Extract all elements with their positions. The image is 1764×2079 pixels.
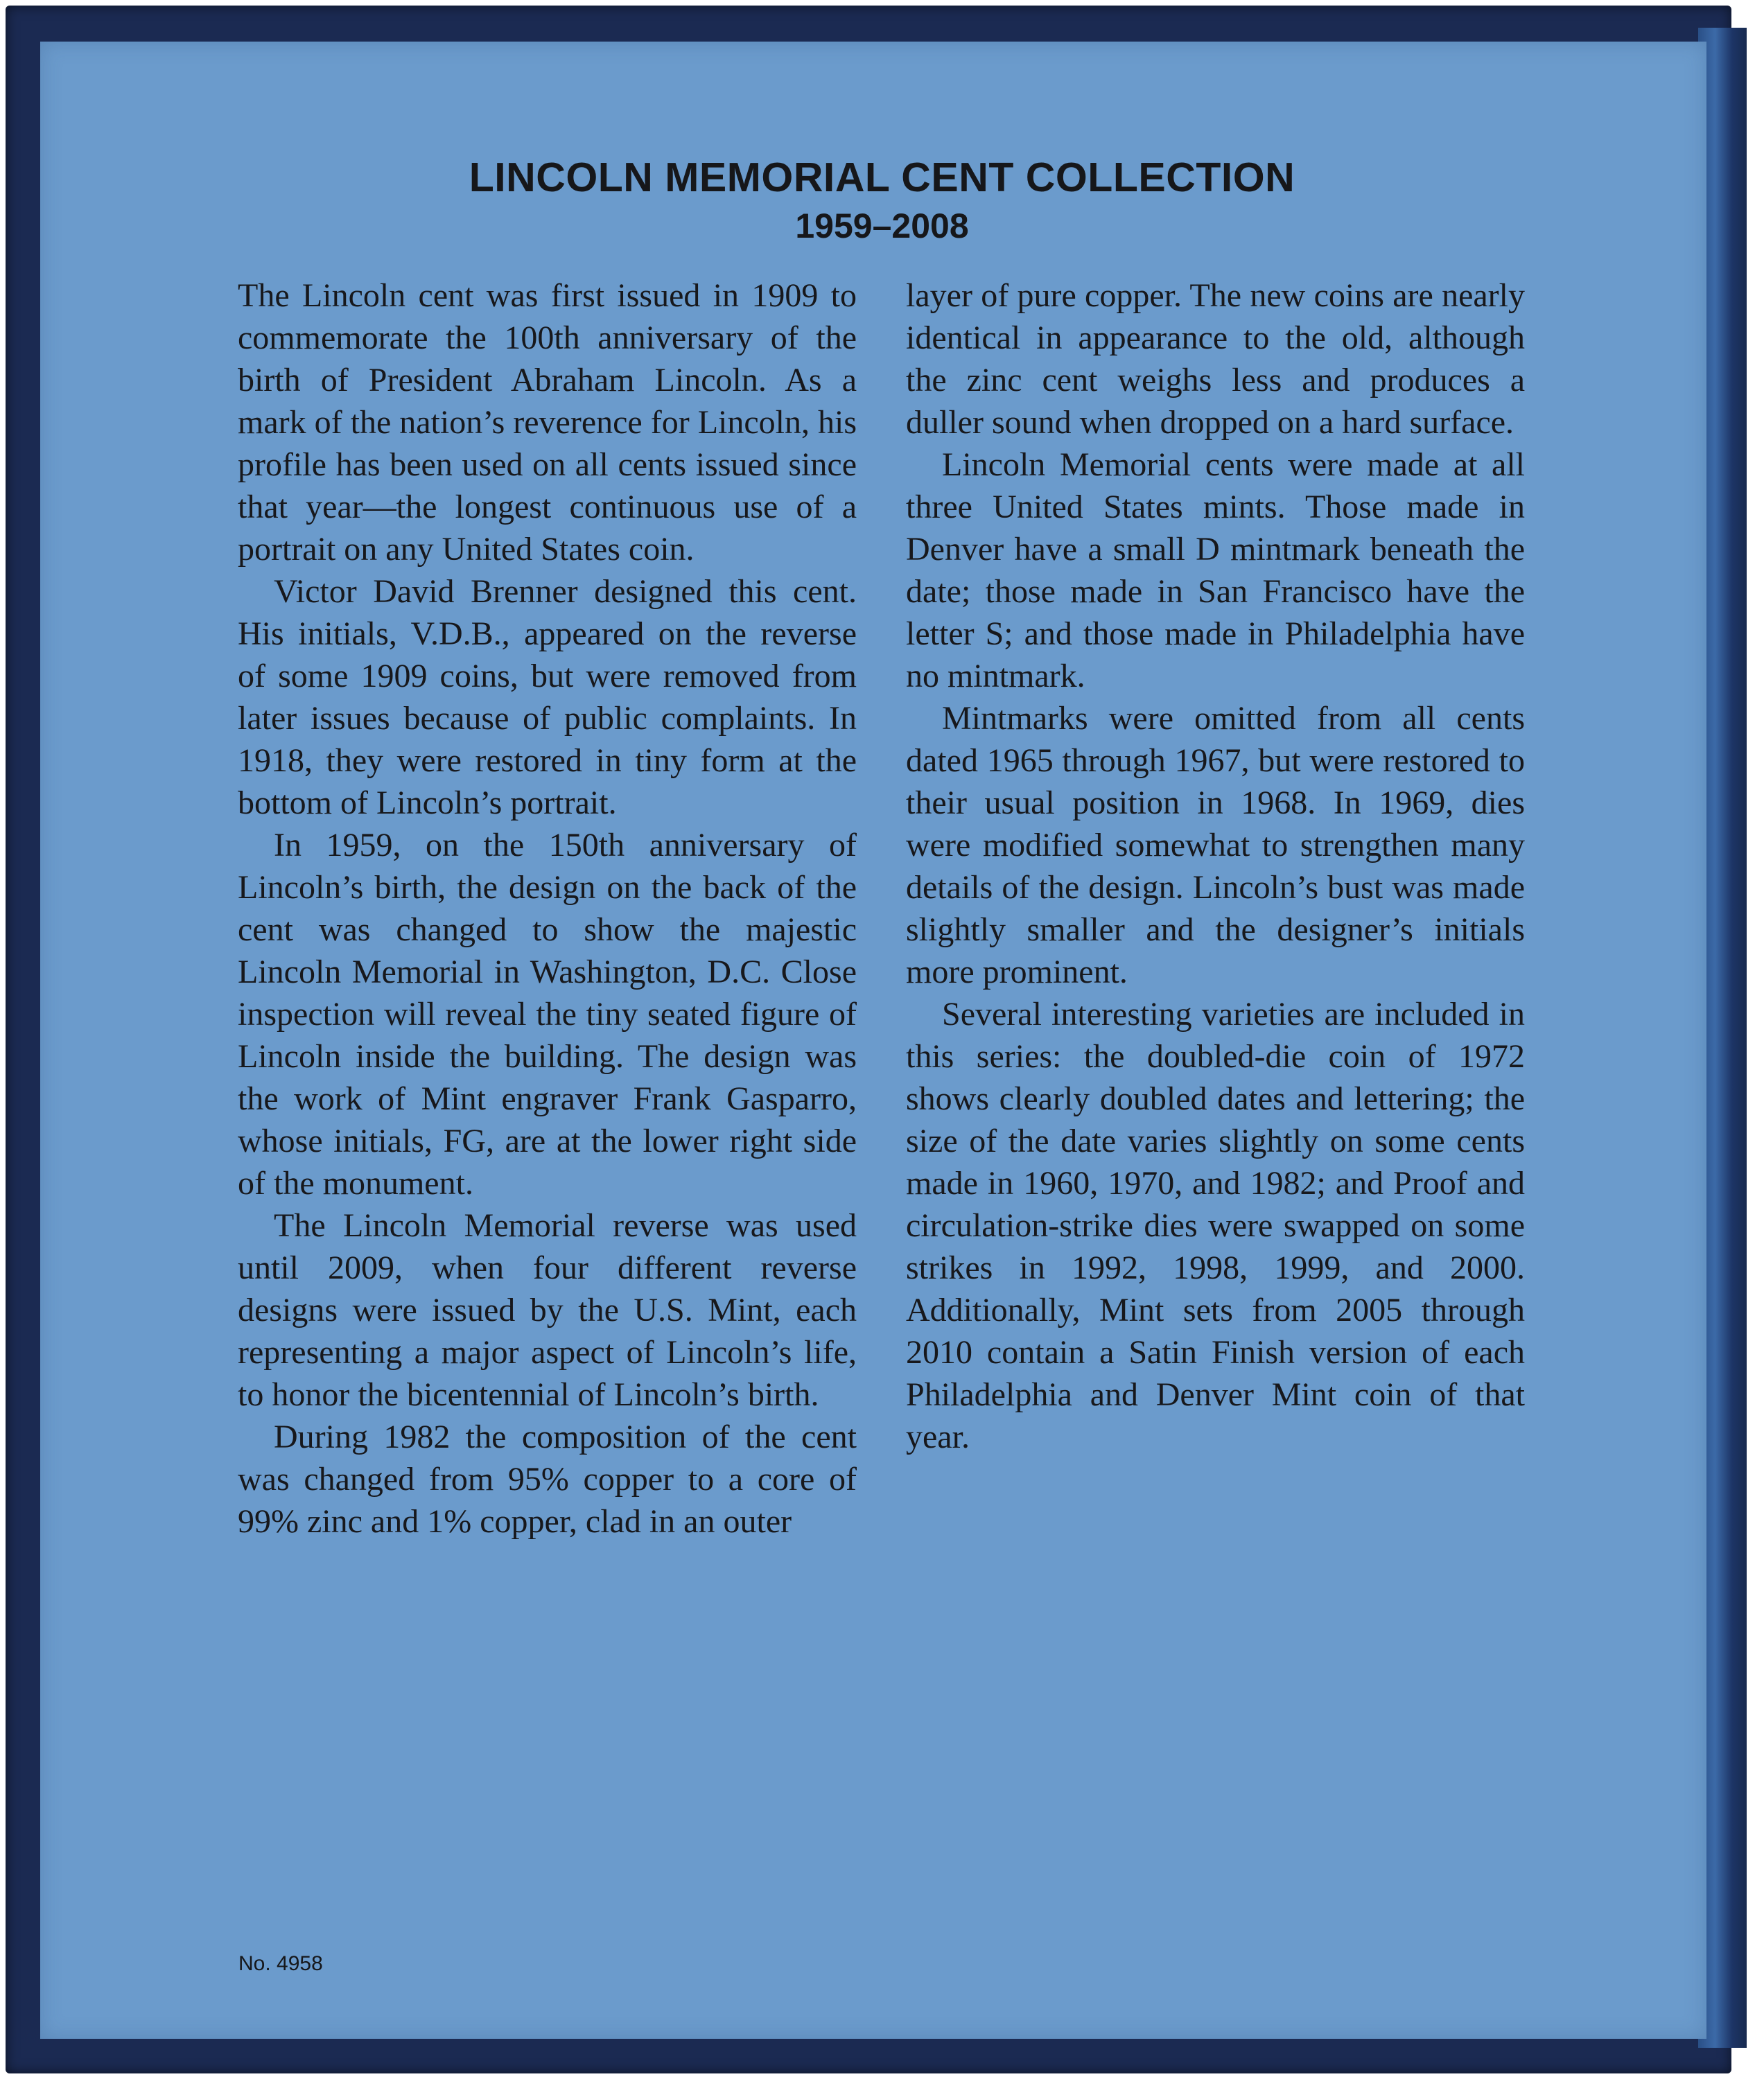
paragraph-history: The Lincoln cent was first issued in 1909 to commemorate the 100th anniversary of the birth of President Abraham Lincoln. As a mark of the nation’s reverence for Lincoln, his profile has been used on all cents issued since that year—the longest continuous use of a portrait on any United States coin. [238,277,857,568]
left-text-column [238,274,857,1543]
collection-title: LINCOLN MEMORIAL CENT COLLECTION [469,155,1295,200]
catalog-number: No. 4958 [238,1952,323,1975]
paragraph-memorial-reverse: In 1959, on the 150th anniversary of Lincoln’s birth, the design on the back of the cent was changed to show the majestic Lincoln Memorial in Washington, D.C. Close inspection will reveal the tiny seated figure of Lincoln inside the building. The design was the work of Mint engraver Frank Gasparro, whose initials, FG, are at the lower right side of the monument. [238,827,857,1202]
right-text-column [906,274,1525,1458]
paragraph-composition-continued: layer of pure copper. The new coins are nearly identical in appearance to the old, although the zinc cent weighs less and produces a duller sound when dropped on a hard surface. [906,277,1525,441]
paragraph-mints: Lincoln Memorial cents were made at all three United States mints. Those made in Denver have a small D mintmark beneath the date; those made in San Francisco have the letter S; and those made in Philadelphia have no mintmark. [906,446,1525,694]
paragraph-composition: During 1982 the composition of the cent was changed from 95% copper to a core of 99% zinc and 1% copper, clad in an outer [238,1419,857,1540]
paragraph-mintmarks: Mintmarks were omitted from all cents dated 1965 through 1967, but were restored to their usual position in 1968. In 1969, dies were modified somewhat to strengthen many details of the design. Lincoln’s bust was made slightly smaller and the designer’s initials more prominent. [906,700,1525,990]
paragraph-designer: Victor David Brenner designed this cent. His initials, V.D.B., appeared on the reverse of some 1909 coins, but were removed from later issues because of public complaints. In 1918, they were restored in tiny form at the bottom of Lincoln’s portrait. [238,573,857,821]
paragraph-varieties: Several interesting varieties are included in this series: the doubled-die coin of 1972 shows clearly doubled dates and lettering; the size of the date varies slightly on some cents made in 1960, 1970, and 1982; and Proof and circulation-strike dies were swapped on some strikes in 1992, 1998, 1999, and 2000. Additionally, Mint sets from 2005 through 2010 contain a Satin Finish version of each Philadelphia and Denver Mint coin of that year. [906,996,1525,1455]
collection-years: 1959–2008 [795,207,969,245]
paragraph-2009-designs: The Lincoln Memorial reverse was used until 2009, when four different reverse designs were issued by the U.S. Mint, each representing a major aspect of Lincoln’s life, to honor the bicentennial of Lincoln’s birth. [238,1207,857,1413]
